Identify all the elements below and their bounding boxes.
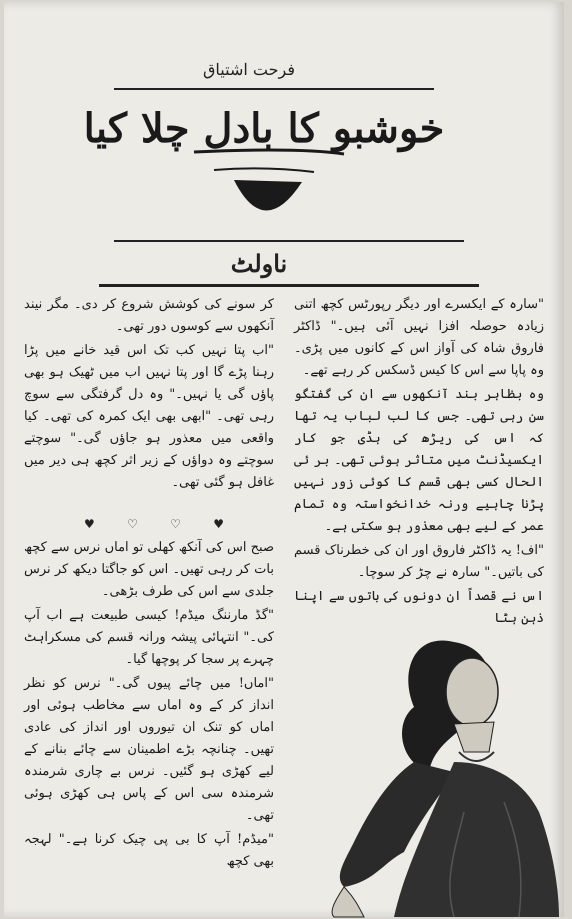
left-column-top	[24, 294, 274, 496]
author-name: فرحت اشتیاق	[203, 60, 295, 79]
right-paragraph-2: وہ بظاہر بند آنکھوں سے ان کی گفتگو سن رہی تھی۔ جس کا لب لباب یہ تھا کہ اس کی ریڑھ کی ہڈی جو کار ایکسیڈنٹ میں متاثر ہوئی تھی۔ بر ئی الحال کسی بھی قسم کا کوئی زور نہیں پڑنا چاہیے ورنہ خدانخواستہ وہ تمام عمر کے لیے بھی معذور ہو سکتی ہے۔	[294, 387, 544, 534]
title-bottom-rule	[114, 240, 464, 242]
heart-outline-icon: ♡	[170, 517, 181, 531]
section-divider-hearts	[84, 517, 224, 531]
right-paragraph-4: اس نے قصداً ان دونوں کی باتوں سے اپنا ذہن ہٹا	[294, 589, 544, 626]
left-column-bottom	[24, 537, 274, 875]
right-paragraph-3: "اف! یہ ڈاکٹر فاروق اور ان کی خطرناک قسم کی باتیں۔" سارہ نے چڑ کر سوچا۔	[294, 543, 544, 580]
heart-icon: ♥	[213, 517, 224, 531]
title-calligraphy-art	[83, 90, 445, 240]
woman-portrait-illustration	[304, 612, 564, 917]
right-column	[294, 294, 544, 632]
heart-icon: ♥	[84, 517, 95, 531]
left-paragraph-5: "اماں! میں چائے پیوں گی۔" نرس کو نظر انداز کر کے وہ اماں سے مخاطب ہوئی اور اماں کو تنک ان تیوروں اور انداز کی عادی تھیں۔ چنانچہ بڑے اطمینان سے چائے بنانے کے لیے کھڑی ہو گئیں۔ نرس بے چاری شرمندہ شرمندہ سی اس کے پاس ہی کھڑی ہوئی تھی۔	[24, 676, 274, 823]
left-paragraph-6: "میڈم! آپ کا بی پی چیک کرنا ہے۔" لہجہ بھی کچھ	[24, 832, 274, 869]
right-paragraph-1: "سارہ کے ایکسرے اور دیگر رپورٹس کچھ اتنی زیادہ حوصلہ افزا نہیں آئی ہیں۔" ڈاکٹر فاروق شاہ کی آواز اس کے کانوں میں پڑی۔ وہ پاپا سے اس کا کیس ڈسکس کر رہے تھے۔	[294, 297, 544, 378]
novel-rule	[99, 284, 479, 287]
magazine-page	[4, 2, 564, 917]
left-paragraph-2: "اب پتا نہیں کب تک اس قید خانے میں پڑا رہنا پڑے گا اور پتا نہیں اب میں ٹھیک ہو بھی پاؤں گی یا نہیں۔" وہ دل گرفتگی سے سوچ رہی تھی۔ "ابھی بھی ایک کمرہ کی تھی۔ کیا واقعی میں معذور ہو جاؤں گی۔" سوچتے سوچتے وہ دواؤں کے زیر اثر کچھ ہی دیر میں غافل ہو گئی تھی۔	[24, 343, 274, 490]
heart-outline-icon: ♡	[127, 517, 138, 531]
left-paragraph-4: "گڈ مارننگ میڈم! کیسی طبیعت ہے اب آپ کی۔" انتہائی پیشہ ورانہ قسم کی مسکراہٹ چہرے پر سجا کر پوچھا گیا۔	[24, 608, 274, 667]
left-paragraph-1: کر سونے کی کوشش شروع کر دی۔ مگر نیند آنکھوں سے کوسوں دور تھی۔	[24, 297, 274, 334]
title-text: خوشبو کا بادل چلا کیا	[83, 105, 445, 152]
left-paragraph-3: صبح اس کی آنکھ کھلی تو اماں نرس سے کچھ بات کر رہی تھیں۔ اس کو جاگتا دیکھ کر نرس جلدی سے اس کی طرف بڑھی۔	[24, 540, 274, 599]
novel-label: ناولٹ	[230, 249, 288, 278]
